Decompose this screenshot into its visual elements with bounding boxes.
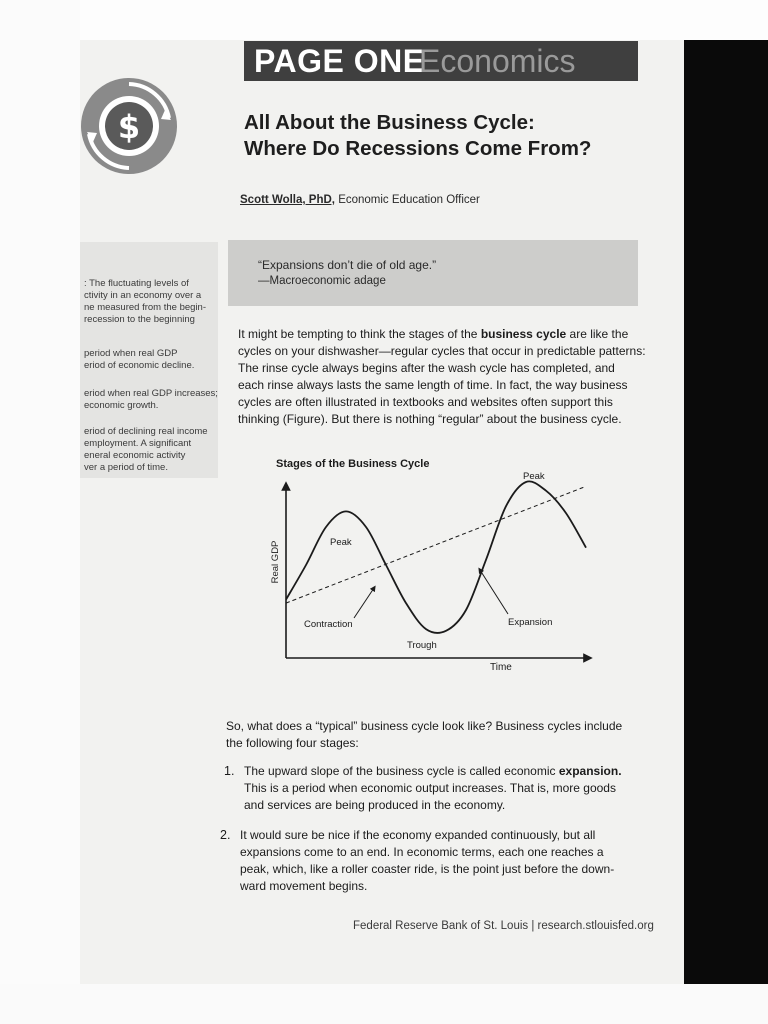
glossary-line: period when real GDP bbox=[84, 348, 178, 359]
masthead-title: PAGE ONE bbox=[254, 43, 425, 79]
item1-line-1 bbox=[244, 763, 622, 780]
peak-left-label: Peak bbox=[330, 537, 352, 548]
intro-line-6: thinking (Figure). But there is nothing “regular” about the business cycle. bbox=[238, 412, 622, 426]
stages-intro-line-1: So, what does a “typical” business cycle look like? Business cycles include bbox=[226, 719, 623, 733]
item2-line-2: expansions come to an end. In economic terms, each one reaches a bbox=[240, 845, 604, 859]
item2-line-1: It would sure be nice if the economy expanded continuously, but all bbox=[240, 828, 596, 842]
glossary-line: employment. A significant bbox=[84, 438, 192, 449]
item1-line-3: and services are being produced in the economy. bbox=[244, 798, 506, 812]
byline bbox=[240, 194, 480, 206]
item1-line-2: This is a period when economic output increases. That is, more goods bbox=[244, 781, 616, 795]
item1-text: The upward slope of the business cycle is called economic bbox=[244, 764, 559, 778]
glossary-line: : The fluctuating levels of bbox=[84, 278, 189, 289]
page-footer: Federal Reserve Bank of St. Louis | research.stlouisfed.org bbox=[353, 920, 654, 932]
item2-line-4: ward movement begins. bbox=[240, 879, 368, 893]
intro-line-3: The rinse cycle always begins after the wash cycle has completed, and bbox=[238, 361, 615, 375]
glossary-line: eriod of declining real income bbox=[84, 426, 208, 437]
peak-right-label: Peak bbox=[523, 471, 545, 482]
x-axis-label: Time bbox=[490, 662, 512, 673]
author-name: Scott Wolla, PhD, bbox=[240, 194, 335, 206]
trough-label: Trough bbox=[407, 640, 437, 651]
glossary-line: ver a period of time. bbox=[84, 462, 168, 473]
list-number-2: 2. bbox=[220, 828, 231, 842]
glossary-line: eriod when real GDP increases; bbox=[84, 388, 218, 399]
quote-text: “Expansions don’t die of old age.” bbox=[258, 258, 437, 272]
glossary-line: recession to the beginning bbox=[84, 314, 195, 325]
article-title bbox=[244, 110, 624, 162]
intro-text: are like the bbox=[566, 327, 629, 341]
quote-box bbox=[228, 240, 638, 306]
contraction-label: Contraction bbox=[304, 619, 353, 630]
item2-line-3: peak, which, like a roller coaster ride, is the point just before the down- bbox=[240, 862, 615, 876]
title-line-1: All About the Business Cycle: bbox=[244, 111, 535, 134]
intro-line-2: cycles on your dishwasher—regular cycles that occur in predictable patterns: bbox=[238, 344, 646, 358]
intro-line-5: cycles are often illustrated in textbooks and websites often support this bbox=[238, 395, 613, 409]
intro-text: It might be tempting to think the stages of the bbox=[238, 327, 481, 341]
binding-shadow bbox=[684, 40, 768, 984]
previous-page-edge bbox=[0, 0, 80, 1024]
dollar-cycle-icon bbox=[81, 72, 185, 180]
contraction-arrow bbox=[354, 588, 374, 618]
glossary-line: ctivity in an economy over a bbox=[84, 290, 202, 301]
glossary-line: economic growth. bbox=[84, 400, 159, 411]
term-expansion: expansion. bbox=[558, 764, 622, 778]
series-layer bbox=[286, 481, 586, 633]
business-cycle-chart bbox=[270, 470, 600, 680]
quote-source: —Macroeconomic adage bbox=[258, 275, 386, 287]
title-line-2: Where Do Recessions Come From? bbox=[244, 137, 592, 160]
masthead-subtitle: Economics bbox=[419, 43, 576, 79]
masthead bbox=[244, 41, 638, 81]
glossary-line: ne measured from the begin- bbox=[84, 302, 206, 313]
glossary-line: eriod of economic decline. bbox=[84, 360, 195, 371]
term-business-cycle: business cycle bbox=[480, 327, 567, 341]
intro-line-1 bbox=[238, 326, 628, 343]
expansion-label: Expansion bbox=[508, 617, 553, 628]
y-axis-label: Real GDP bbox=[270, 540, 281, 584]
background-top bbox=[80, 0, 768, 40]
stages-intro-line-2: the following four stages: bbox=[226, 736, 359, 750]
background-bottom bbox=[0, 984, 768, 1024]
expansion-arrow bbox=[480, 570, 508, 614]
author-role: Economic Education Officer bbox=[335, 194, 480, 206]
svg-text:$: $ bbox=[117, 108, 141, 146]
glossary-line: eneral economic activity bbox=[84, 450, 186, 461]
list-number-1: 1. bbox=[224, 764, 235, 778]
intro-line-4: each rinse always lasts the same length of time. In fact, the way business bbox=[238, 378, 628, 392]
chart-title: Stages of the Business Cycle bbox=[276, 458, 430, 470]
